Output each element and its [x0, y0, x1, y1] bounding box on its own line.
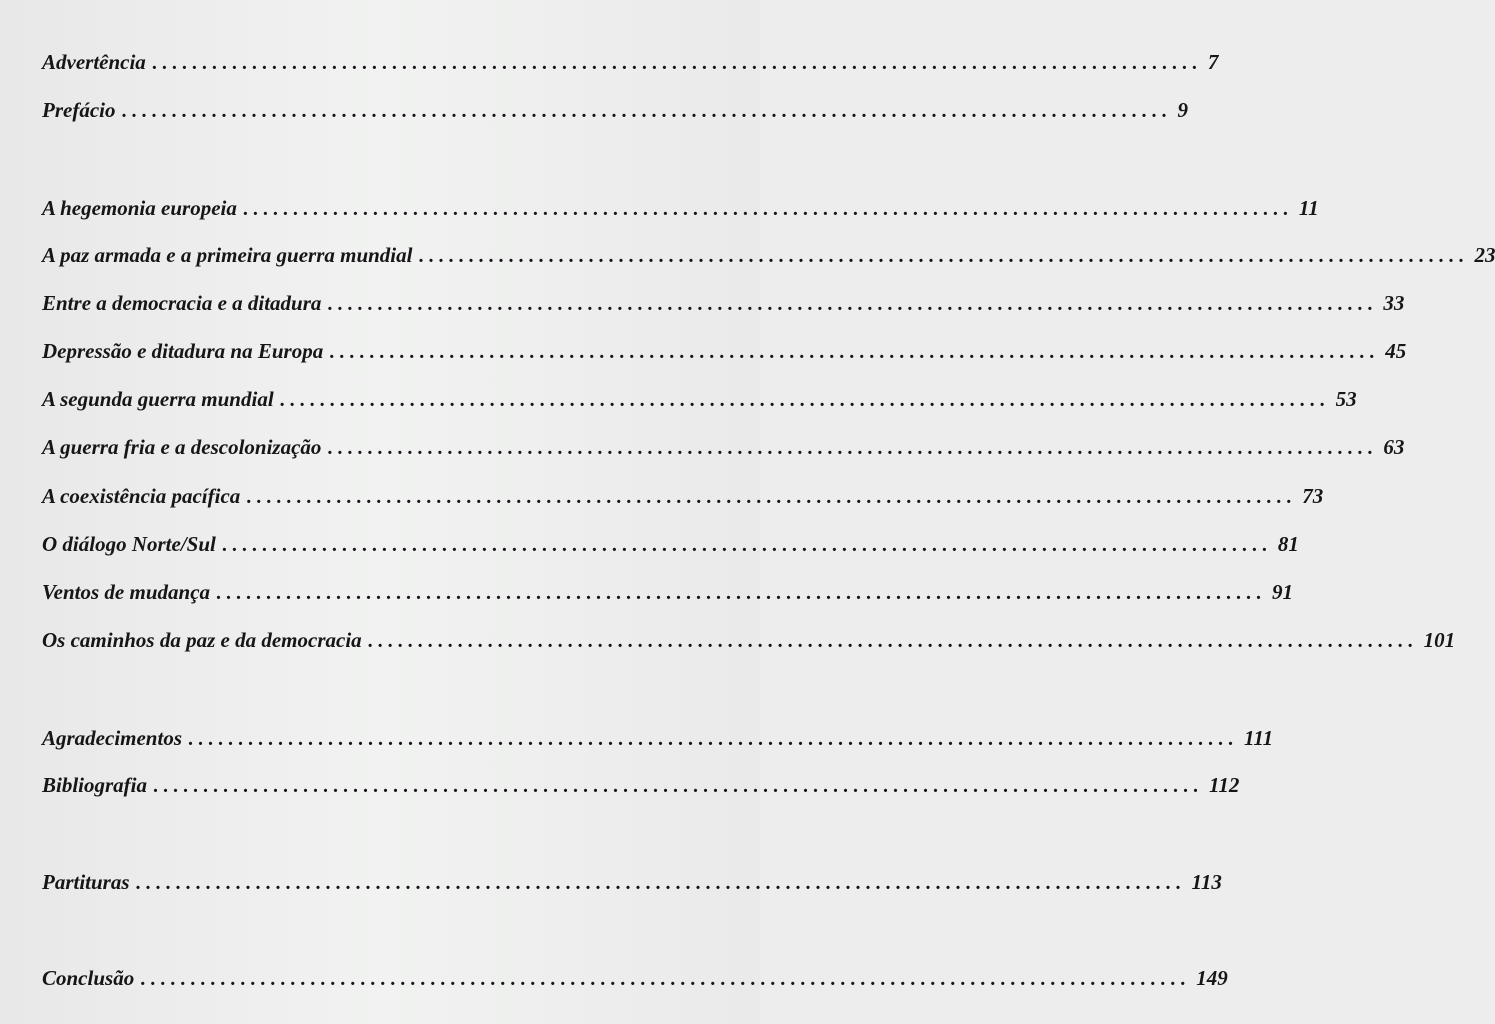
dot-leader: ......................................................................................................... [216, 582, 1267, 604]
toc-entry-page: 11 [1298, 196, 1319, 220]
toc-entry-title: O diálogo Norte/Sul [42, 532, 216, 556]
toc-entry [42, 482, 1324, 511]
toc-entry-page: 73 [1302, 484, 1324, 508]
toc-entry-title: Partituras [42, 870, 130, 894]
toc-entry-title: A paz armada e a primeira guerra mundial [42, 243, 413, 267]
toc-entry-page: 23 [1474, 243, 1495, 267]
toc-entry-title: Os caminhos da paz e da democracia [42, 628, 362, 652]
toc-entry [42, 194, 1319, 223]
toc-entry [42, 724, 1274, 753]
toc-entry-title: Prefácio [42, 98, 116, 122]
toc-entry-title: Conclusão [42, 966, 135, 990]
toc-entry-page: 33 [1383, 291, 1405, 315]
toc-entry-page: 101 [1423, 628, 1456, 652]
toc-entry [42, 48, 1219, 77]
toc-entry-page: 91 [1272, 580, 1294, 604]
dot-leader: ......................................................................................................... [367, 630, 1418, 652]
dot-leader: ......................................................................................................... [418, 245, 1469, 267]
dot-leader: ......................................................................................................... [221, 534, 1272, 556]
dot-leader: ......................................................................................................... [135, 872, 1186, 894]
toc-entry [42, 337, 1407, 366]
dot-leader: ......................................................................................................... [188, 728, 1238, 750]
toc-entry [42, 530, 1299, 559]
dot-leader: ......................................................................................................... [140, 968, 1191, 990]
toc-entry-title: A hegemonia europeia [42, 196, 237, 220]
toc-entry [42, 964, 1228, 993]
dot-leader: ......................................................................................................... [121, 100, 1172, 122]
toc-entry-page: 53 [1335, 387, 1357, 411]
toc-entry [42, 771, 1240, 800]
toc-entry [42, 626, 1456, 655]
toc-entry [42, 96, 1188, 125]
toc-entry-title: Ventos de mudança [42, 580, 211, 604]
toc-entry-title: Advertência [42, 50, 146, 74]
toc-entry-title: Entre a democracia e a ditadura [42, 291, 322, 315]
toc-entry-title: A guerra fria e a descolonização [42, 435, 322, 459]
toc-entry [42, 241, 1495, 270]
toc-entry [42, 385, 1357, 414]
toc-entry-title: A coexistência pacífica [42, 484, 241, 508]
toc-entry-page: 9 [1177, 98, 1188, 122]
toc-entry-page: 111 [1244, 726, 1274, 750]
dot-leader: ......................................................................................................... [151, 52, 1202, 74]
dot-leader: ......................................................................................................... [327, 293, 1378, 315]
toc-entry-page: 113 [1191, 870, 1222, 894]
toc-entry-title: Bibliografia [42, 773, 148, 797]
toc-entry [42, 289, 1405, 318]
dot-leader: ......................................................................................................... [242, 198, 1293, 220]
toc-entry [42, 433, 1405, 462]
toc-entry-page: 63 [1383, 435, 1405, 459]
toc-entry-title: Agradecimentos [42, 726, 182, 750]
dot-leader: ......................................................................................................... [327, 437, 1378, 459]
toc-entry-page: 45 [1385, 339, 1407, 363]
dot-leader: ......................................................................................................... [153, 775, 1204, 797]
toc-entry-page: 112 [1209, 773, 1240, 797]
dot-leader: ......................................................................................................... [279, 389, 1330, 411]
toc-entry-title: A segunda guerra mundial [42, 387, 274, 411]
toc-entry-page: 149 [1196, 966, 1228, 990]
toc-entry-page: 81 [1277, 532, 1299, 556]
dot-leader: ......................................................................................................... [329, 341, 1380, 363]
toc-entry-page: 7 [1207, 50, 1219, 74]
toc-entry [42, 868, 1222, 897]
toc-entry [42, 578, 1294, 607]
toc-entry-title: Depressão e ditadura na Europa [42, 339, 324, 363]
dot-leader: ......................................................................................................... [246, 486, 1297, 508]
